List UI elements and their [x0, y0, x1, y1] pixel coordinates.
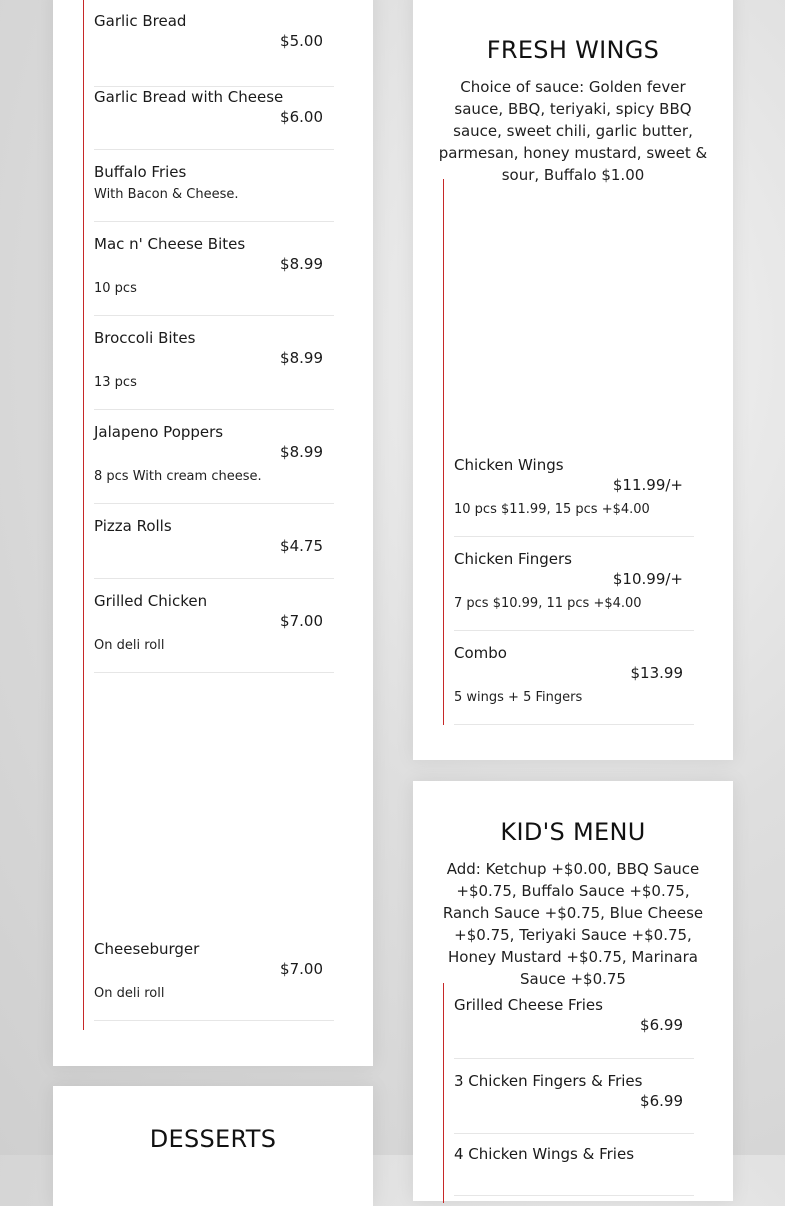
item-description: 10 pcs $11.99, 15 pcs +$4.00 [454, 502, 650, 517]
menu-item-mac-cheese-bites[interactable] [94, 235, 334, 316]
appetizers-menu-card [53, 0, 373, 1066]
item-name: Chicken Fingers [454, 550, 572, 568]
section-accent-line [443, 983, 444, 1203]
item-name: Cheeseburger [94, 940, 200, 958]
section-title: KID'S MENU [500, 818, 646, 846]
item-price: $6.99 [640, 1092, 683, 1110]
item-description: On deli roll [94, 638, 165, 653]
item-name: 3 Chicken Fingers & Fries [454, 1072, 643, 1090]
item-description: On deli roll [94, 986, 165, 1001]
menu-item-combo[interactable] [454, 644, 694, 725]
item-name: Pizza Rolls [94, 517, 172, 535]
menu-item-cheeseburger[interactable] [94, 940, 334, 1021]
section-title: DESSERTS [149, 1125, 277, 1153]
item-description: 13 pcs [94, 375, 137, 390]
menu-item-grilled-cheese-fries[interactable] [454, 996, 694, 1059]
item-price: $5.00 [280, 32, 323, 50]
item-price: $11.99/+ [612, 476, 683, 494]
item-price: $10.99/+ [612, 570, 683, 588]
item-description: 7 pcs $10.99, 11 pcs +$4.00 [454, 596, 642, 611]
item-name: Buffalo Fries [94, 163, 187, 181]
item-name: Combo [454, 644, 507, 662]
item-description: 10 pcs [94, 281, 137, 296]
menu-item-pizza-rolls[interactable] [94, 517, 334, 579]
item-description: 5 wings + 5 Fingers [454, 690, 583, 705]
menu-item-grilled-chicken[interactable] [94, 592, 334, 673]
item-name: Broccoli Bites [94, 329, 196, 347]
menu-item-chicken-wings-fries[interactable] [454, 1145, 694, 1196]
menu-item-broccoli-bites[interactable] [94, 329, 334, 410]
item-name: Grilled Cheese Fries [454, 996, 603, 1014]
kids-menu-card [413, 781, 733, 1201]
menu-item-chicken-fingers[interactable] [454, 550, 694, 631]
menu-item-jalapeno-poppers[interactable] [94, 423, 334, 504]
item-name: Chicken Wings [454, 456, 564, 474]
menu-item-buffalo-fries[interactable] [94, 163, 334, 222]
item-price: $8.99 [280, 349, 323, 367]
menu-item-garlic-bread-cheese[interactable] [94, 88, 334, 150]
item-name: 4 Chicken Wings & Fries [454, 1145, 635, 1163]
item-price: $6.00 [280, 108, 323, 126]
section-accent-line [83, 0, 84, 1030]
item-price: $7.00 [280, 612, 323, 630]
item-description: With Bacon & Cheese. [94, 187, 239, 202]
menu-item-chicken-wings[interactable] [454, 456, 694, 537]
item-name: Jalapeno Poppers [94, 423, 224, 441]
item-name: Mac n' Cheese Bites [94, 235, 246, 253]
item-name: Garlic Bread [94, 12, 187, 30]
fresh-wings-menu-card [413, 0, 733, 760]
item-price: $13.99 [630, 664, 683, 682]
menu-item-garlic-bread[interactable] [94, 12, 334, 87]
desserts-menu-card [53, 1086, 373, 1206]
item-name: Grilled Chicken [94, 592, 208, 610]
item-price: $4.75 [280, 537, 323, 555]
item-price: $8.99 [280, 443, 323, 461]
item-price: $6.99 [640, 1016, 683, 1034]
item-name: Garlic Bread with Cheese [94, 88, 284, 106]
section-title: FRESH WINGS [486, 36, 660, 64]
section-accent-line [443, 179, 444, 725]
section-description: Add: Ketchup +$0.00, BBQ Sauce +$0.75, Buffalo Sauce +$0.75, Ranch Sauce +$0.75, Blue Cheese +$0.75, Teriyaki Sauce +$0.75, Honey Mustard +$0.75, Marinara Sauce +$0.75 [442, 860, 704, 988]
item-description: 8 pcs With cream cheese. [94, 469, 262, 484]
item-price: $8.99 [280, 255, 323, 273]
item-price: $7.00 [280, 960, 323, 978]
menu-item-chicken-fingers-fries[interactable] [454, 1072, 694, 1134]
section-description: Choice of sauce: Golden fever sauce, BBQ, teriyaki, spicy BBQ sauce, sweet chili, garlic butter, parmesan, honey mustard, sweet & sour, Buffalo $1.00 [438, 78, 708, 184]
